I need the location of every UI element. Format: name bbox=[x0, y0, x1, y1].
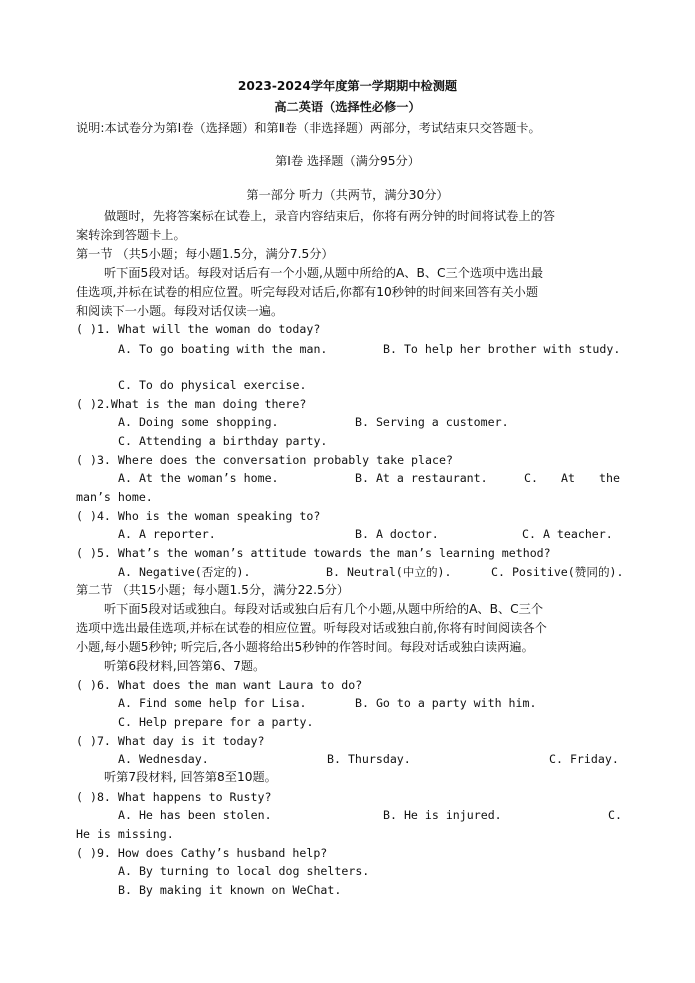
exam-note: 说明:本试卷分为第Ⅰ卷（选择题）和第Ⅱ卷（非选择题）两部分，考试结束只交答题卡。 bbox=[76, 121, 541, 135]
section1-instruction-2: 佳选项,并标在试卷的相应位置。听完每段对话后,你都有10秒钟的时间来回答有关小题 bbox=[76, 285, 539, 299]
question-6: ( )6. What does the man want Laura to do? bbox=[76, 678, 363, 692]
q5-option-a: A. Negative(否定的). bbox=[118, 565, 251, 579]
q6-option-c: C. Help prepare for a party. bbox=[118, 715, 314, 729]
q5-option-b: B. Neutral(中立的). bbox=[326, 565, 452, 579]
q7-option-c: C. Friday. bbox=[549, 752, 619, 766]
q8-option-a: A. He has been stolen. bbox=[118, 808, 272, 822]
q3-option-c-word-2: the bbox=[599, 471, 620, 485]
section2-instruction-1: 听下面5段对话或独白。每段对话或独白后有几个小题,从题中所给的A、B、C三个 bbox=[104, 602, 544, 616]
q8-option-c-text: He is missing. bbox=[76, 827, 174, 841]
question-5: ( )5. What’s the woman’s attitude towards the man’s learning method? bbox=[76, 546, 551, 560]
material-7-heading: 听第7段材料, 回答第8至10题。 bbox=[104, 770, 277, 784]
section2-heading: 第二节 （共15小题；每小题1.5分，满分22.5分） bbox=[76, 583, 350, 597]
q8-option-b: B. He is injured. bbox=[383, 808, 502, 822]
q2-option-b: B. Serving a customer. bbox=[355, 415, 509, 429]
intro-line-1: 做题时，先将答案标在试卷上，录音内容结束后，你将有两分钟的时间将试卷上的答 bbox=[104, 209, 555, 223]
exam-title: 2023-2024学年度第一学期期中检测题 bbox=[237, 79, 458, 93]
material-6-heading: 听第6段材料,回答第6、7题。 bbox=[104, 659, 266, 673]
q2-option-a: A. Doing some shopping. bbox=[118, 415, 279, 429]
intro-line-2: 案转涂到答题卡上。 bbox=[76, 228, 186, 242]
question-8: ( )8. What happens to Rusty? bbox=[76, 790, 272, 804]
part-heading: 第一部分 听力（共两节，满分30分） bbox=[246, 188, 449, 202]
q4-option-c: C. A teacher. bbox=[522, 527, 613, 541]
q6-option-b: B. Go to a party with him. bbox=[355, 696, 537, 710]
section2-instruction-2: 选项中选出最佳选项,并标在试卷的相应位置。听每段对话或独白前,你将有时间阅读各个 bbox=[76, 621, 547, 635]
volume-heading: 第Ⅰ卷 选择题（满分95分） bbox=[275, 154, 420, 168]
question-2: ( )2.What is the man doing there? bbox=[76, 397, 307, 411]
section2-instruction-3: 小题,每小题5秒钟; 听完后,各小题将给出5秒钟的作答时间。每段对话或独白读两遍。 bbox=[76, 640, 534, 654]
question-4: ( )4. Who is the woman speaking to? bbox=[76, 509, 321, 523]
q7-option-b: B. Thursday. bbox=[327, 752, 411, 766]
q3-option-c-label: C. bbox=[524, 471, 538, 485]
q8-option-c-label: C. bbox=[608, 808, 622, 822]
question-7: ( )7. What day is it today? bbox=[76, 734, 265, 748]
section1-heading: 第一节 （共5小题；每小题1.5分，满分7.5分） bbox=[76, 247, 334, 261]
question-3: ( )3. Where does the conversation probably take place? bbox=[76, 453, 453, 467]
q3-option-c-continued: man’s home. bbox=[76, 490, 153, 504]
q4-option-a: A. A reporter. bbox=[118, 527, 216, 541]
q3-option-a: A. At the woman’s home. bbox=[118, 471, 279, 485]
q6-option-a: A. Find some help for Lisa. bbox=[118, 696, 307, 710]
q1-option-a: A. To go boating with the man. bbox=[118, 342, 328, 356]
q3-option-b: B. At a restaurant. bbox=[355, 471, 488, 485]
section1-instruction-3: 和阅读下一小题。每段对话仅读一遍。 bbox=[76, 304, 284, 318]
q5-option-c: C. Positive(赞同的). bbox=[491, 565, 624, 579]
section1-instruction-1: 听下面5段对话。每段对话后有一个小题,从题中所给的A、B、C三个选项中选出最 bbox=[104, 266, 544, 280]
q9-option-a: A. By turning to local dog shelters. bbox=[118, 864, 370, 878]
q7-option-a: A. Wednesday. bbox=[118, 752, 209, 766]
question-1: ( )1. What will the woman do today? bbox=[76, 322, 321, 336]
q1-option-b: B. To help her brother with study. bbox=[383, 342, 621, 356]
exam-subtitle: 高二英语（选择性必修一） bbox=[274, 100, 421, 114]
q3-option-c-word-1: At bbox=[561, 471, 575, 485]
q2-option-c: C. Attending a birthday party. bbox=[118, 434, 328, 448]
q4-option-b: B. A doctor. bbox=[355, 527, 439, 541]
question-9: ( )9. How does Cathy’s husband help? bbox=[76, 846, 328, 860]
q1-option-c: C. To do physical exercise. bbox=[118, 378, 307, 392]
q9-option-b: B. By making it known on WeChat. bbox=[118, 883, 342, 897]
